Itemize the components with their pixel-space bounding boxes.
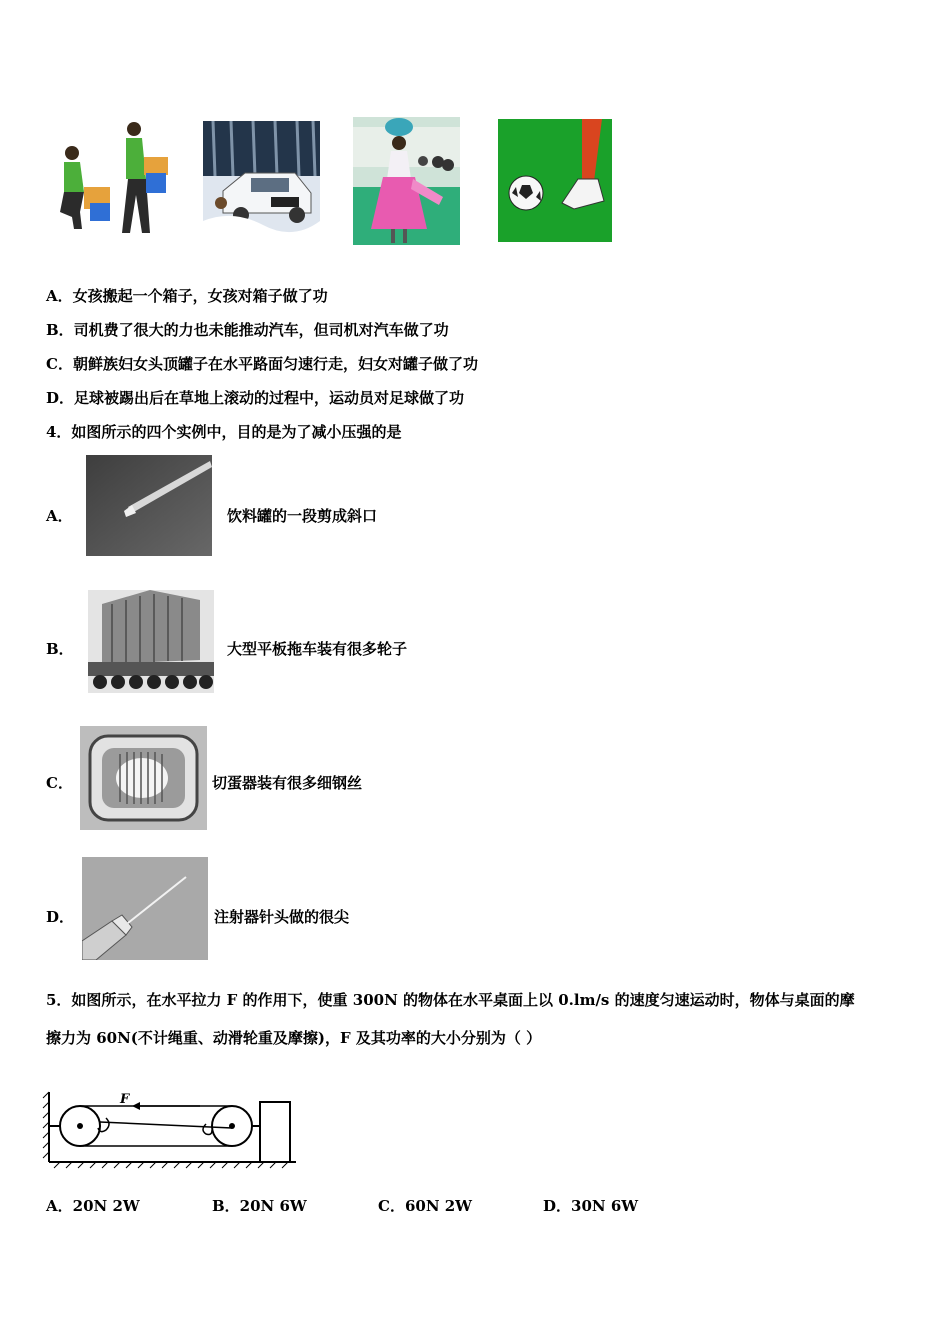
q5-stem-line2: 擦力为 60N(不计绳重、动滑轮重及摩擦)，F 及其功率的大小分别为（ ） bbox=[46, 1029, 542, 1047]
q4-option-b-caption: 大型平板拖车装有很多轮子 bbox=[227, 640, 408, 658]
driver-pushing-car-image bbox=[203, 121, 320, 239]
q4-option-a-letter: A． bbox=[46, 507, 73, 525]
beverage-can-cut-image bbox=[86, 455, 212, 556]
egg-slicer-image bbox=[80, 726, 207, 830]
pulley-diagram bbox=[40, 1082, 302, 1172]
q4-stem: 4．如图所示的四个实例中，目的是为了减小压强的是 bbox=[46, 423, 402, 441]
flatbed-trailer-image bbox=[88, 590, 214, 693]
girl-lifting-box-image bbox=[50, 117, 175, 239]
q5-stem-line1: 5．如图所示，在水平拉力 F 的作用下，使重 300N 的物体在水平桌面上以 0.lm/s 的速度匀速运动时，物体与桌面的摩 bbox=[46, 991, 855, 1009]
q5-answer-c: C．60N 2W bbox=[378, 1197, 473, 1215]
q5-answer-d: D．30N 6W bbox=[543, 1197, 639, 1215]
q4-option-b-letter: B． bbox=[46, 640, 74, 658]
q4-option-c-letter: C． bbox=[46, 774, 73, 792]
q3-option-a: A．女孩搬起一个箱子，女孩对箱子做了功 bbox=[46, 287, 328, 305]
force-label: F bbox=[120, 1092, 130, 1107]
q4-option-d-letter: D． bbox=[46, 908, 75, 926]
q4-option-a-caption: 饮料罐的一段剪成斜口 bbox=[227, 507, 378, 525]
woman-carrying-jar-image bbox=[353, 117, 460, 245]
q5-answer-a: A．20N 2W bbox=[46, 1197, 140, 1215]
q3-option-c: C．朝鲜族妇女头顶罐子在水平路面匀速行走，妇女对罐子做了功 bbox=[46, 355, 478, 373]
q3-option-d: D．足球被踢出后在草地上滚动的过程中，运动员对足球做了功 bbox=[46, 389, 465, 407]
q4-option-d-caption: 注射器针头做的很尖 bbox=[214, 908, 350, 926]
syringe-needle-image bbox=[82, 857, 208, 960]
football-kick-image bbox=[498, 119, 612, 242]
q3-option-b: B．司机费了很大的力也未能推动汽车，但司机对汽车做了功 bbox=[46, 321, 449, 339]
q4-option-c-caption: 切蛋器装有很多细钢丝 bbox=[212, 774, 363, 792]
q5-answer-b: B．20N 6W bbox=[212, 1197, 307, 1215]
